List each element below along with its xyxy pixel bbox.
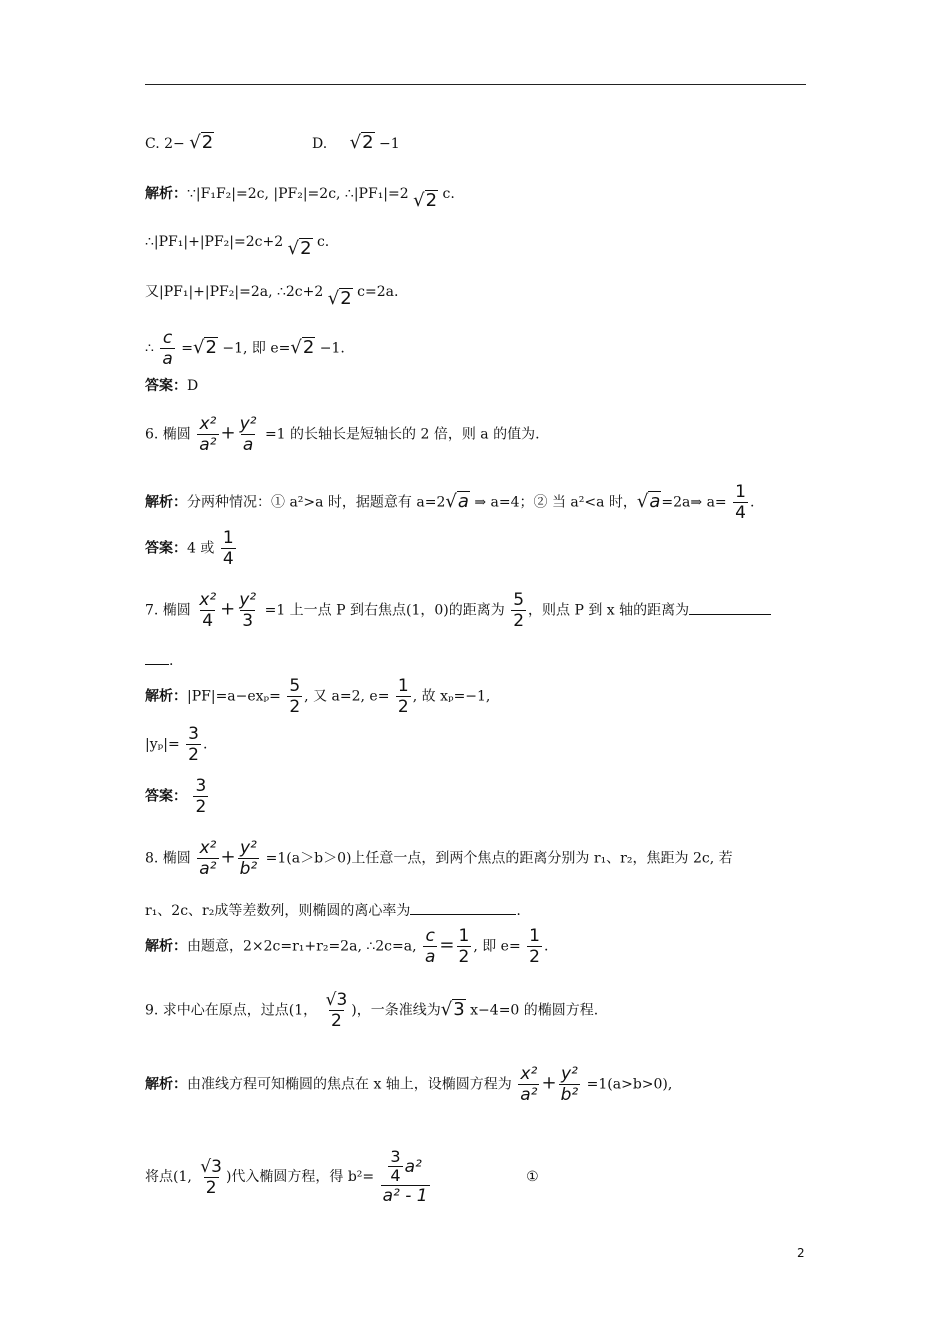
sqrt-2: √2 [290, 336, 315, 358]
sqrt-2: √2 [287, 238, 312, 259]
fraction: $\frac{5}{2}$ [289, 676, 301, 717]
q6-question: 6. 椭圆 $\frac{\text{x²}}{\text{a²}}$ + $\frac{\text{y²}}{a}$ =1 的长轴长是短轴长的 2 倍，则 a 的值为. [145, 414, 540, 455]
fraction: $\frac{\text{y²}}{\text{b²}}$ [239, 838, 258, 879]
q7-question: 7. 椭圆 $\frac{\text{x²}}{4}$ + $\frac{\text{y²}}{3}$ =1 上一点 P 到右焦点(1，0)的距离为 $\frac{5}{2}$ ，则点 P 到 x 轴的距离为 [145, 590, 771, 631]
fraction: $\frac{1}{4}$ [735, 482, 746, 523]
fraction: $\frac{\text{x²}}{\text{a²}}$ [199, 838, 217, 879]
fraction: $\frac{5}{2}$ [513, 590, 525, 631]
fraction: $\frac{3}{2}$ [188, 724, 199, 765]
sqrt-a: √a [445, 490, 469, 512]
fraction: $\frac{\text{x²}}{4}$ [199, 590, 217, 631]
q5-answer: 答案：D [145, 378, 199, 394]
fraction: $\frac{\text{y²}}{3}$ [239, 590, 257, 631]
fraction: $\frac{1}{2}$ [397, 676, 409, 717]
sqrt-3: √3 [440, 998, 465, 1020]
option-c: C. 2− √2 [145, 132, 214, 153]
q7-question-cont: . [145, 650, 173, 671]
fraction: $\frac{\text{x²}}{\text{a²}}$ [520, 1064, 538, 1105]
sqrt-2: √2 [192, 336, 217, 358]
q5-solution-line-4: ∴ $\frac{c}{a}$ =√2 −1, 即 e=√2 −1. [145, 328, 345, 369]
q6-solution: 解析：分两种情况：① a²>a 时，据题意有 a=2√a ⇒ a=4；② 当 a²<a 时，√a=2a⇒ a= $\frac{1}{4}$ . [145, 482, 755, 523]
fraction: $\frac{c}{a}$ [424, 926, 436, 967]
fraction: $\frac{1}{4}$ [222, 528, 234, 569]
answer-blank[interactable] [410, 900, 516, 915]
sqrt-2: √2 [349, 132, 374, 153]
fraction: $\frac{1}{2}$ [529, 926, 540, 967]
fraction: $\frac{√3}{2}$ [325, 990, 348, 1031]
fraction: $\frac{\text{y²}}{a}$ [239, 414, 257, 455]
header-rule [145, 84, 806, 85]
q9-question: 9. 求中心在原点，过点(1， $\frac{√3}{2}$ )，一条准线为√3 x−4=0 的椭圆方程. [145, 990, 599, 1031]
q7-solution: 解析：|PF|=a−exₚ= $\frac{5}{2}$ , 又 a=2, e= $\frac{1}{2}$ , 故 xₚ=−1, [145, 676, 491, 717]
q7-solution-line-2: |yₚ|= $\frac{3}{2}$ . [145, 724, 208, 765]
q8-question-line-2: r₁、2c、r₂成等差数列，则椭圆的离心率为 . [145, 900, 521, 921]
compound-fraction: 3 4 a² a² - 1 [382, 1147, 428, 1206]
q5-solution-line-3: 又|PF₁|+|PF₂|=2a, ∴2c+2 √2 c=2a. [145, 284, 399, 309]
q9-solution: 解析：由准线方程可知椭圆的焦点在 x 轴上，设椭圆方程为 $\frac{\text{x²}}{\text{a²}}$ + $\frac{\text{y²}}{\text{b²}}$ =1(a>b>0), [145, 1064, 673, 1105]
page-number: 2 [797, 1246, 805, 1260]
sqrt-2: √2 [327, 288, 352, 309]
fraction: $\frac{c}{a}$ [162, 328, 173, 369]
answer-blank[interactable] [145, 650, 169, 665]
q5-solution-line-2: ∴|PF₁|+|PF₂|=2c+2 √2 c. [145, 234, 330, 259]
q6-answer: 答案：4 或 $\frac{1}{4}$ [145, 528, 234, 569]
q7-answer: 答案： $\frac{3}{2}$ [145, 776, 207, 817]
q8-question: 8. 椭圆 $\frac{\text{x²}}{\text{a²}}$ + $\frac{\text{y²}}{\text{b²}}$ =1(a＞b＞0)上任意一点，到两个焦点的距离分别为 r₁、r₂，焦距为 2c, 若 [145, 838, 733, 879]
answer-blank[interactable] [689, 600, 771, 615]
fraction: $\frac{\text{y²}}{\text{b²}}$ [560, 1064, 579, 1105]
option-d: D. √2 −1 [312, 132, 400, 153]
sqrt-2: √2 [189, 132, 214, 153]
fraction: $\frac{1}{2}$ [458, 926, 470, 967]
q8-solution: 解析：由题意，2×2c=r₁+r₂=2a, ∴2c=a, $\frac{c}{a}$ = $\frac{1}{2}$ , 即 e= $\frac{1}{2}$ . [145, 926, 549, 967]
fraction: $\frac{√3}{2}$ [200, 1156, 222, 1198]
sqrt-2: √2 [413, 190, 438, 211]
fraction: $\frac{\text{x²}}{\text{a²}}$ [199, 414, 217, 455]
q5-solution-line-1: 解析：∵|F₁F₂|=2c, |PF₂|=2c, ∴|PF₁|=2 √2 c. [145, 186, 455, 211]
sqrt-a: √a [636, 490, 661, 512]
fraction: $\frac{3}{2}$ [195, 776, 207, 817]
q9-solution-line-2: 将点(1, $\frac{√3}{2}$ )代入椭圆方程，得 b²= 3 4 a² a² - 1 ① [145, 1147, 539, 1206]
